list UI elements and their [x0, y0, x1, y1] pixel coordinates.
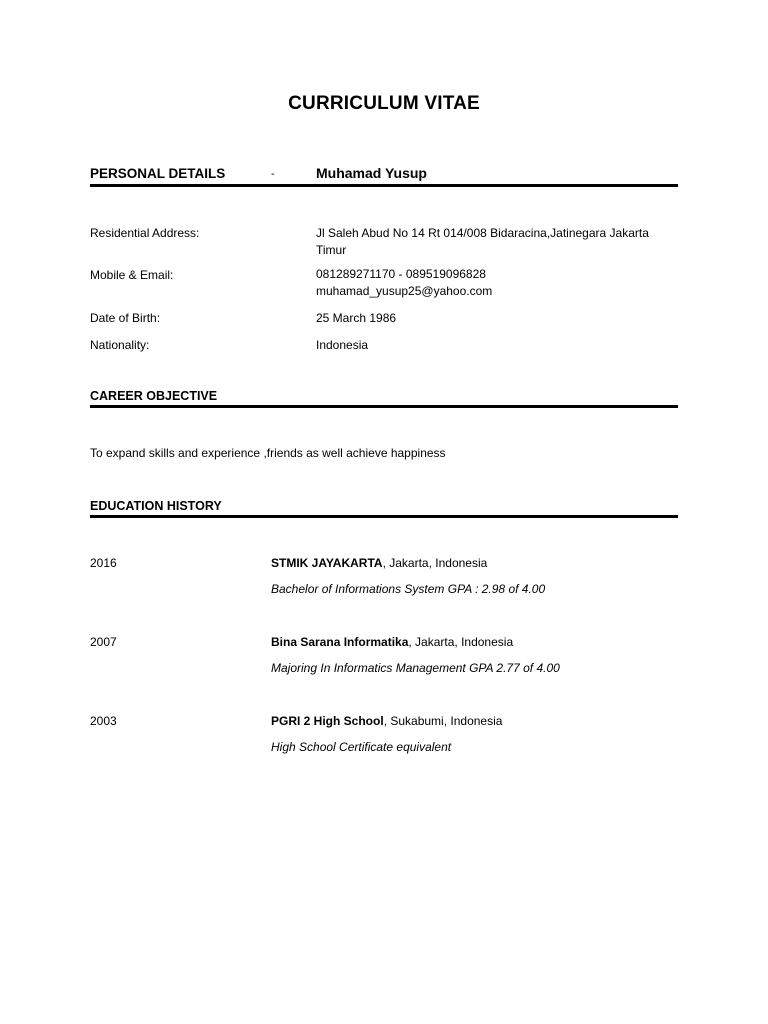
institution-name: Bina Sarana Informatika: [271, 635, 409, 649]
applicant-name: Muhamad Yusup: [316, 165, 427, 181]
institution-name: STMIK JAYAKARTA: [271, 556, 383, 570]
personal-details-heading: PERSONAL DETAILS: [90, 166, 226, 181]
address-line-2: Timur: [316, 243, 347, 257]
education-year: 2016: [90, 556, 117, 570]
heading-dash: -: [271, 168, 275, 180]
email-address: muhamad_yusup25@yahoo.com: [316, 284, 493, 298]
address-value: [316, 225, 681, 259]
address-line-1: Jl Saleh Abud No 14 Rt 014/008 Bidaracina,Jatinegara Jakarta: [316, 226, 649, 240]
institution-name: PGRI 2 High School: [271, 714, 384, 728]
career-objective-text: To expand skills and experience ,friends as well achieve happiness: [90, 446, 446, 460]
nationality-label: Nationality:: [90, 338, 150, 352]
institution-location: , Jakarta, Indonesia: [408, 635, 514, 649]
contact-label: Mobile & Email:: [90, 268, 174, 282]
personal-details-rule: [90, 184, 678, 187]
education-institution: [271, 714, 502, 728]
education-detail: Majoring In Informatics Management GPA 2.77 of 4.00: [271, 661, 560, 675]
institution-location: , Sukabumi, Indonesia: [383, 714, 503, 728]
institution-location: , Jakarta, Indonesia: [382, 556, 488, 570]
education-detail: High School Certificate equivalent: [271, 740, 452, 754]
education-year: 2003: [90, 714, 117, 728]
education-institution: [271, 635, 513, 649]
education-history-heading: EDUCATION HISTORY: [90, 499, 222, 513]
contact-value: [316, 266, 681, 300]
nationality-value: Indonesia: [316, 338, 369, 352]
education-detail: Bachelor of Informations System GPA : 2.98 of 4.00: [271, 582, 546, 596]
dob-value: 25 March 1986: [316, 311, 397, 325]
address-label: Residential Address:: [90, 226, 200, 240]
dob-label: Date of Birth:: [90, 311, 161, 325]
education-year: 2007: [90, 635, 117, 649]
education-institution: [271, 556, 487, 570]
career-objective-rule: [90, 405, 678, 408]
education-history-rule: [90, 515, 678, 518]
career-objective-heading: CAREER OBJECTIVE: [90, 389, 218, 403]
document-title: CURRICULUM VITAE: [288, 93, 480, 114]
phone-numbers: 081289271170 - 089519096828: [316, 267, 486, 281]
